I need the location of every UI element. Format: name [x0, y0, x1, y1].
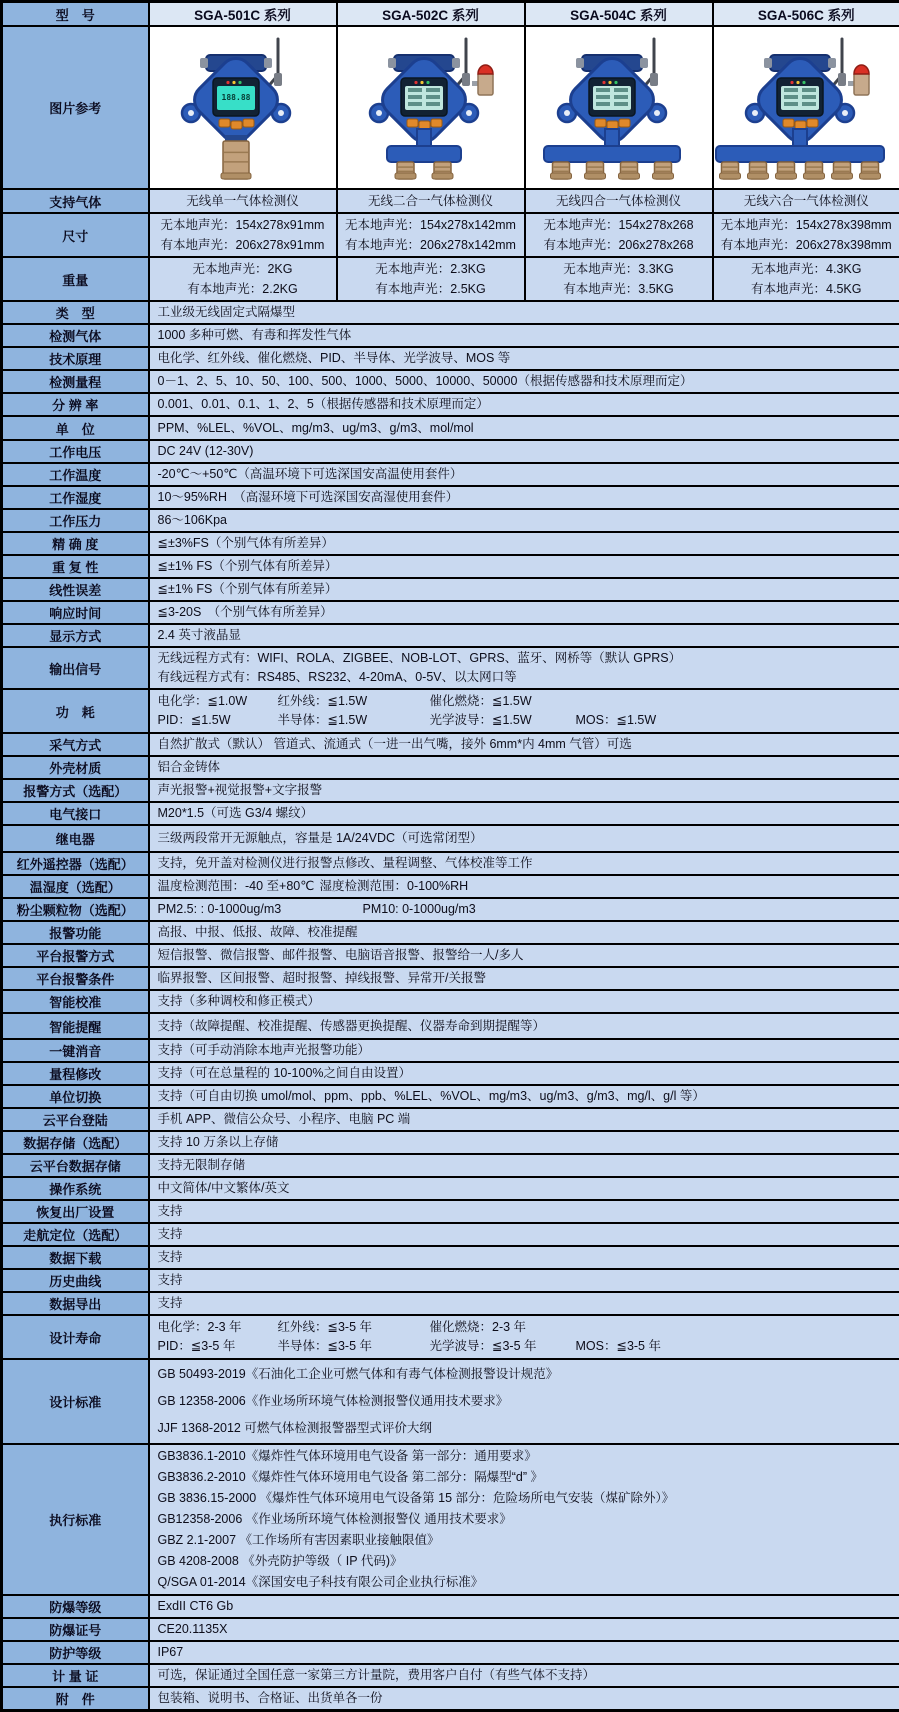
table-row: [2, 370, 899, 393]
value-segment: 光学波导：≦1.5W: [430, 711, 576, 730]
row-label: 恢复出厂设置: [2, 1200, 149, 1223]
value-line: 支持（可手动消除本地声光报警功能）: [158, 1041, 892, 1060]
table-row: [2, 1223, 899, 1246]
model-value-cell: [525, 213, 713, 257]
value-line: 0－1、2、5、10、50、100、500、1000、5000、10000、50000（根据传感器和技术原理而定）: [158, 372, 892, 391]
spec-value-cell: [149, 532, 899, 555]
spec-value-cell: [149, 898, 899, 921]
spec-value-cell: [149, 1039, 899, 1062]
row-label: 技术原理: [2, 347, 149, 370]
value-line: GB 50493-2019《石油化工企业可燃气体和有毒气体检测报警设计规范》: [158, 1361, 892, 1388]
value-segment: 湿度检测范围：0-100%RH: [320, 877, 469, 896]
value-line: 无本地声光：4.3KG: [715, 259, 899, 279]
table-row: [2, 756, 899, 779]
table-row: [2, 189, 899, 213]
row-label: 报警功能: [2, 921, 149, 944]
table-row: [2, 1154, 899, 1177]
value-line: 有线远程方式有：RS485、RS232、4-20mA、0-5V、以太网口等: [158, 668, 892, 687]
spec-value-cell: [149, 347, 899, 370]
product-image-cell: [525, 26, 713, 189]
value-line: 支持（故障提醒、校准提醒、传感器更换提醒、仪器寿命到期提醒等）: [158, 1017, 892, 1036]
table-row: [2, 213, 899, 257]
value-line: 无线单一气体检测仪: [151, 191, 335, 211]
table-row: [2, 898, 899, 921]
table-row: [2, 26, 899, 189]
value-segment: MOS：≦1.5W: [576, 711, 657, 730]
row-label: 响应时间: [2, 601, 149, 624]
table-row: [2, 1013, 899, 1039]
table-row: [2, 779, 899, 802]
gas-detector-image: [150, 29, 336, 181]
row-label: 分 辨 率: [2, 393, 149, 416]
row-label: 设计寿命: [2, 1315, 149, 1359]
row-label: 历史曲线: [2, 1269, 149, 1292]
spec-value-cell: [149, 1269, 899, 1292]
table-row: [2, 463, 899, 486]
value-line: 可选，保证通过全国任意一家第三方计量院，费用客户自付（有些气体不支持）: [158, 1666, 892, 1685]
spec-value-cell: [149, 756, 899, 779]
spec-value-cell: [149, 1315, 899, 1359]
spec-value-cell: [149, 1359, 899, 1444]
row-label: 平台报警方式: [2, 944, 149, 967]
value-line: 支持（可自由切换 umol/mol、ppm、ppb、%LEL、%VOL、mg/m3、ug/m3、g/m3、mg/l、g/l 等）: [158, 1087, 892, 1106]
row-label: 量程修改: [2, 1062, 149, 1085]
value-segment: 温度检测范围：-40 至+80℃: [158, 877, 320, 896]
value-segment: 电化学：2-3 年: [158, 1318, 278, 1337]
value-line: ≦±3%FS（个别气体有所差异）: [158, 534, 892, 553]
model-series-header: SGA-502C 系列: [337, 2, 525, 27]
model-series-header: SGA-504C 系列: [525, 2, 713, 27]
spec-value-cell: [149, 1200, 899, 1223]
value-segment: 催化燃烧：≦1.5W: [430, 692, 576, 711]
value-line: 无本地声光：154x278x268: [527, 215, 711, 235]
spec-value-cell: [149, 921, 899, 944]
value-line: Q/SGA 01-2014《深国安电子科技有限公司企业执行标准》: [158, 1572, 892, 1593]
value-line: [158, 692, 892, 711]
table-row: [2, 555, 899, 578]
row-label: 粉尘颗粒物（选配）: [2, 898, 149, 921]
row-label: 数据导出: [2, 1292, 149, 1315]
value-line: IP67: [158, 1643, 892, 1662]
model-value-cell: [149, 189, 337, 213]
spec-value-cell: [149, 1085, 899, 1108]
table-row: [2, 509, 899, 532]
spec-value-cell: [149, 1687, 899, 1711]
value-line: 有本地声光：4.5KG: [715, 279, 899, 299]
model-value-cell: [525, 257, 713, 301]
value-line: 2.4 英寸液晶显: [158, 626, 892, 645]
table-row: [2, 967, 899, 990]
row-label: 重 复 性: [2, 555, 149, 578]
row-label: 显示方式: [2, 624, 149, 647]
value-line: GB3836.1-2010《爆炸性气体环境用电气设备 第一部分：通用要求》: [158, 1446, 892, 1467]
table-row: [2, 1292, 899, 1315]
spec-value-cell: [149, 1444, 899, 1595]
spec-value-cell: [149, 1292, 899, 1315]
row-label: 一键消音: [2, 1039, 149, 1062]
value-line: 有本地声光：3.5KG: [527, 279, 711, 299]
value-line: 声光报警+视觉报警+文字报警: [158, 781, 892, 800]
value-line: 工业级无线固定式隔爆型: [158, 303, 892, 322]
row-label: 检测气体: [2, 324, 149, 347]
value-line: [158, 711, 892, 730]
spec-value-cell: [149, 1131, 899, 1154]
row-label: 采气方式: [2, 733, 149, 756]
spec-value-cell: [149, 1062, 899, 1085]
value-line: 无本地声光：3.3KG: [527, 259, 711, 279]
value-line: GB12358-2006 《作业场所环境气体检测报警仪 通用技术要求》: [158, 1509, 892, 1530]
value-line: 支持无限制存储: [158, 1156, 892, 1175]
table-row: [2, 324, 899, 347]
table-row: [2, 1315, 899, 1359]
table-row: [2, 733, 899, 756]
value-line: JJF 1368-2012 可燃气体检测报警器型式评价大纲: [158, 1415, 892, 1442]
spec-value-cell: [149, 624, 899, 647]
row-label: 防护等级: [2, 1641, 149, 1664]
spec-value-cell: [149, 647, 899, 689]
row-label: 数据下载: [2, 1246, 149, 1269]
value-segment: PM10: 0-1000ug/m3: [363, 900, 476, 919]
value-segment: PID：≦3-5 年: [158, 1337, 278, 1356]
table-row: [2, 301, 899, 324]
row-label: 功 耗: [2, 689, 149, 733]
row-label: 工作湿度: [2, 486, 149, 509]
value-line: 有本地声光：206x278x268: [527, 235, 711, 255]
value-line: -20℃～+50℃（高温环境下可选深国安高温使用套件）: [158, 465, 892, 484]
table-row: [2, 852, 899, 875]
spec-value-cell: [149, 1595, 899, 1618]
model-value-cell: [337, 213, 525, 257]
value-segment: 半导体：≦3-5 年: [278, 1337, 430, 1356]
spec-value-cell: [149, 967, 899, 990]
value-line: 支持: [158, 1271, 892, 1290]
value-line: GB 4208-2008 《外壳防护等级（ IP 代码)》: [158, 1551, 892, 1572]
value-line: GB3836.2-2010《爆炸性气体环境用电气设备 第二部分：隔爆型“d” 》: [158, 1467, 892, 1488]
spec-value-cell: [149, 463, 899, 486]
model-value-cell: [713, 257, 899, 301]
value-line: GBZ 2.1-2007 《工作场所有害因素职业接触限值》: [158, 1530, 892, 1551]
value-line: 支持，免开盖对检测仪进行报警点修改、量程调整、气体校准等工作: [158, 854, 892, 873]
table-row: [2, 347, 899, 370]
model-value-cell: [337, 189, 525, 213]
value-line: 中文简体/中文繁体/英文: [158, 1179, 892, 1198]
spec-value-cell: [149, 1108, 899, 1131]
table-row: [2, 944, 899, 967]
value-line: ≦3-20S （个别气体有所差异）: [158, 603, 892, 622]
value-line: 支持: [158, 1225, 892, 1244]
row-label: 智能校准: [2, 990, 149, 1013]
row-label: 防爆等级: [2, 1595, 149, 1618]
product-image-cell: [149, 26, 337, 189]
value-line: 高报、中报、低报、故障、校准提醒: [158, 923, 892, 942]
value-line: 有本地声光：2.5KG: [339, 279, 523, 299]
value-line: 无线远程方式有：WIFI、ROLA、ZIGBEE、NOB-LOT、GPRS、蓝牙、网桥等（默认 GPRS）: [158, 649, 892, 668]
table-row: [2, 1595, 899, 1618]
spec-table-body: [2, 2, 899, 1711]
value-line: 支持（多种调校和修正模式）: [158, 992, 892, 1011]
value-line: 无本地声光：2.3KG: [339, 259, 523, 279]
spec-value-cell: [149, 486, 899, 509]
row-label: 红外遥控器（选配）: [2, 852, 149, 875]
row-label: 报警方式（选配）: [2, 779, 149, 802]
value-line: 有本地声光：206x278x398mm: [715, 235, 899, 255]
spec-value-cell: [149, 1664, 899, 1687]
value-segment: 红外线：≦3-5 年: [278, 1318, 430, 1337]
table-row: [2, 1444, 899, 1595]
table-row: [2, 1687, 899, 1711]
table-row: [2, 532, 899, 555]
spec-value-cell: [149, 825, 899, 852]
svg-text:188.88: 188.88: [221, 93, 250, 102]
table-row: [2, 1085, 899, 1108]
value-line: [158, 900, 892, 919]
value-line: M20*1.5（可选 G3/4 螺纹）: [158, 804, 892, 823]
value-line: 1000 多种可燃、有毒和挥发性气体: [158, 326, 892, 345]
table-row: [2, 257, 899, 301]
value-line: 自然扩散式（默认） 管道式、流通式（一进一出气嘴，接外 6mm*内 4mm 气管）可选: [158, 735, 892, 754]
value-line: PPM、%LEL、%VOL、mg/m3、ug/m3、g/m3、mol/mol: [158, 419, 892, 438]
table-row: [2, 1108, 899, 1131]
spec-value-cell: [149, 1618, 899, 1641]
table-row: [2, 921, 899, 944]
value-line: 0.001、0.01、0.1、1、2、5（根据传感器和技术原理而定）: [158, 395, 892, 414]
row-label: 外壳材质: [2, 756, 149, 779]
table-row: [2, 990, 899, 1013]
value-line: 临界报警、区间报警、超时报警、掉线报警、异常开/关报警: [158, 969, 892, 988]
value-line: 无本地声光：154x278x142mm: [339, 215, 523, 235]
value-line: CE20.1135X: [158, 1620, 892, 1639]
value-line: 支持: [158, 1202, 892, 1221]
model-value-cell: [525, 189, 713, 213]
spec-value-cell: [149, 689, 899, 733]
row-label: 工作温度: [2, 463, 149, 486]
value-line: 三级两段常开无源触点，容量是 1A/24VDC（可选常闭型）: [158, 829, 892, 848]
spec-value-cell: [149, 416, 899, 440]
spec-value-cell: [149, 802, 899, 825]
value-line: ExdII CT6 Gb: [158, 1597, 892, 1616]
value-line: 手机 APP、微信公众号、小程序、电脑 PC 端: [158, 1110, 892, 1129]
row-label: 精 确 度: [2, 532, 149, 555]
value-line: 无线四合一气体检测仪: [527, 191, 711, 211]
spec-value-cell: [149, 990, 899, 1013]
value-line: [158, 877, 892, 896]
model-value-cell: [337, 257, 525, 301]
spec-value-cell: [149, 1154, 899, 1177]
value-line: 支持: [158, 1294, 892, 1313]
row-label: 数据存储（选配）: [2, 1131, 149, 1154]
row-label: 温湿度（选配）: [2, 875, 149, 898]
row-label: 云平台登陆: [2, 1108, 149, 1131]
spec-value-cell: [149, 370, 899, 393]
value-line: 铝合金铸体: [158, 758, 892, 777]
value-line: 10～95%RH （高湿环境下可选深国安高湿使用套件）: [158, 488, 892, 507]
row-label: 云平台数据存储: [2, 1154, 149, 1177]
row-label: 附 件: [2, 1687, 149, 1711]
value-segment: 半导体：≦1.5W: [278, 711, 430, 730]
model-value-cell: [713, 189, 899, 213]
row-label: 智能提醒: [2, 1013, 149, 1039]
value-line: GB 12358-2006《作业场所环境气体检测报警仪通用技术要求》: [158, 1388, 892, 1415]
table-row: [2, 1039, 899, 1062]
gas-detector-image: [338, 29, 524, 181]
row-label: 设计标准: [2, 1359, 149, 1444]
spec-value-cell: [149, 1177, 899, 1200]
value-segment: PM2.5: : 0-1000ug/m3: [158, 900, 363, 919]
value-segment: 电化学：≦1.0W: [158, 692, 278, 711]
spec-value-cell: [149, 733, 899, 756]
value-line: 有本地声光：2.2KG: [151, 279, 335, 299]
value-line: 无线二合一气体检测仪: [339, 191, 523, 211]
product-image-cell: [337, 26, 525, 189]
spec-value-cell: [149, 1223, 899, 1246]
table-row: [2, 1269, 899, 1292]
product-image-cell: [713, 26, 899, 189]
gas-detector-image: [526, 29, 712, 181]
value-segment: PID：≦1.5W: [158, 711, 278, 730]
value-line: 无本地声光：154x278x91mm: [151, 215, 335, 235]
value-line: GB 3836.15-2000 《爆炸性气体环境用电气设备第 15 部分：危险场所电气安装（煤矿除外）》: [158, 1488, 892, 1509]
row-label: 输出信号: [2, 647, 149, 689]
row-label: 执行标准: [2, 1444, 149, 1595]
value-line: 有本地声光：206x278x91mm: [151, 235, 335, 255]
table-row: [2, 647, 899, 689]
table-row: [2, 601, 899, 624]
table-row: [2, 393, 899, 416]
row-label: 计 量 证: [2, 1664, 149, 1687]
spec-value-cell: [149, 393, 899, 416]
model-series-header: SGA-506C 系列: [713, 2, 899, 27]
spec-value-cell: [149, 601, 899, 624]
table-row: [2, 416, 899, 440]
table-row: [2, 1177, 899, 1200]
model-header-label: 型 号: [2, 2, 149, 27]
value-line: [158, 1337, 892, 1356]
table-row: [2, 1062, 899, 1085]
value-line: 无本地声光：154x278x398mm: [715, 215, 899, 235]
row-label: 图片参考: [2, 26, 149, 189]
row-label: 平台报警条件: [2, 967, 149, 990]
table-row: [2, 440, 899, 463]
value-segment: 红外线：≦1.5W: [278, 692, 430, 711]
table-row: [2, 486, 899, 509]
table-row: [2, 1641, 899, 1664]
table-row: [2, 1359, 899, 1444]
value-segment: MOS：≦3-5 年: [576, 1337, 662, 1356]
model-value-cell: [149, 213, 337, 257]
value-line: 支持: [158, 1248, 892, 1267]
spec-value-cell: [149, 1013, 899, 1039]
row-label: 尺寸: [2, 213, 149, 257]
row-label: 线性误差: [2, 578, 149, 601]
value-line: 有本地声光：206x278x142mm: [339, 235, 523, 255]
value-line: DC 24V (12-30V): [158, 442, 892, 461]
value-line: ≦±1% FS（个别气体有所差异）: [158, 580, 892, 599]
row-label: 重量: [2, 257, 149, 301]
row-label: 工作压力: [2, 509, 149, 532]
value-line: 包装箱、说明书、合格证、出货单各一份: [158, 1689, 892, 1708]
gas-detector-image: [714, 29, 899, 181]
spec-value-cell: [149, 509, 899, 532]
row-label: 单 位: [2, 416, 149, 440]
spec-value-cell: [149, 852, 899, 875]
spec-value-cell: [149, 578, 899, 601]
value-line: 86～106Kpa: [158, 511, 892, 530]
table-row: [2, 825, 899, 852]
value-line: 短信报警、微信报警、邮件报警、电脑语音报警、报警给一人/多人: [158, 946, 892, 965]
spec-value-cell: [149, 1641, 899, 1664]
row-label: 检测量程: [2, 370, 149, 393]
row-label: 继电器: [2, 825, 149, 852]
row-label: 支持气体: [2, 189, 149, 213]
spec-value-cell: [149, 324, 899, 347]
spec-value-cell: [149, 440, 899, 463]
table-row: [2, 2, 899, 27]
value-line: 电化学、红外线、催化燃烧、PID、半导体、光学波导、MOS 等: [158, 349, 892, 368]
value-line: 无线六合一气体检测仪: [715, 191, 899, 211]
table-row: [2, 1618, 899, 1641]
model-value-cell: [713, 213, 899, 257]
value-line: [158, 1318, 892, 1337]
table-row: [2, 1131, 899, 1154]
row-label: 类 型: [2, 301, 149, 324]
table-row: [2, 1246, 899, 1269]
table-row: [2, 1200, 899, 1223]
table-row: [2, 875, 899, 898]
row-label: 走航定位（选配）: [2, 1223, 149, 1246]
spec-value-cell: [149, 1246, 899, 1269]
spec-value-cell: [149, 875, 899, 898]
spec-value-cell: [149, 779, 899, 802]
value-line: ≦±1% FS（个别气体有所差异）: [158, 557, 892, 576]
table-row: [2, 1664, 899, 1687]
table-row: [2, 802, 899, 825]
row-label: 操作系统: [2, 1177, 149, 1200]
table-row: [2, 689, 899, 733]
model-series-header: SGA-501C 系列: [149, 2, 337, 27]
spec-value-cell: [149, 555, 899, 578]
value-line: 无本地声光：2KG: [151, 259, 335, 279]
value-line: 支持 10 万条以上存储: [158, 1133, 892, 1152]
row-label: 工作电压: [2, 440, 149, 463]
row-label: 防爆证号: [2, 1618, 149, 1641]
value-line: 支持（可在总量程的 10-100%之间自由设置）: [158, 1064, 892, 1083]
table-row: [2, 578, 899, 601]
spec-value-cell: [149, 301, 899, 324]
value-segment: 光学波导：≦3-5 年: [430, 1337, 576, 1356]
value-segment: 催化燃烧：2-3 年: [430, 1318, 527, 1337]
row-label: 电气接口: [2, 802, 149, 825]
table-row: [2, 624, 899, 647]
row-label: 单位切换: [2, 1085, 149, 1108]
model-value-cell: [149, 257, 337, 301]
spec-value-cell: [149, 944, 899, 967]
